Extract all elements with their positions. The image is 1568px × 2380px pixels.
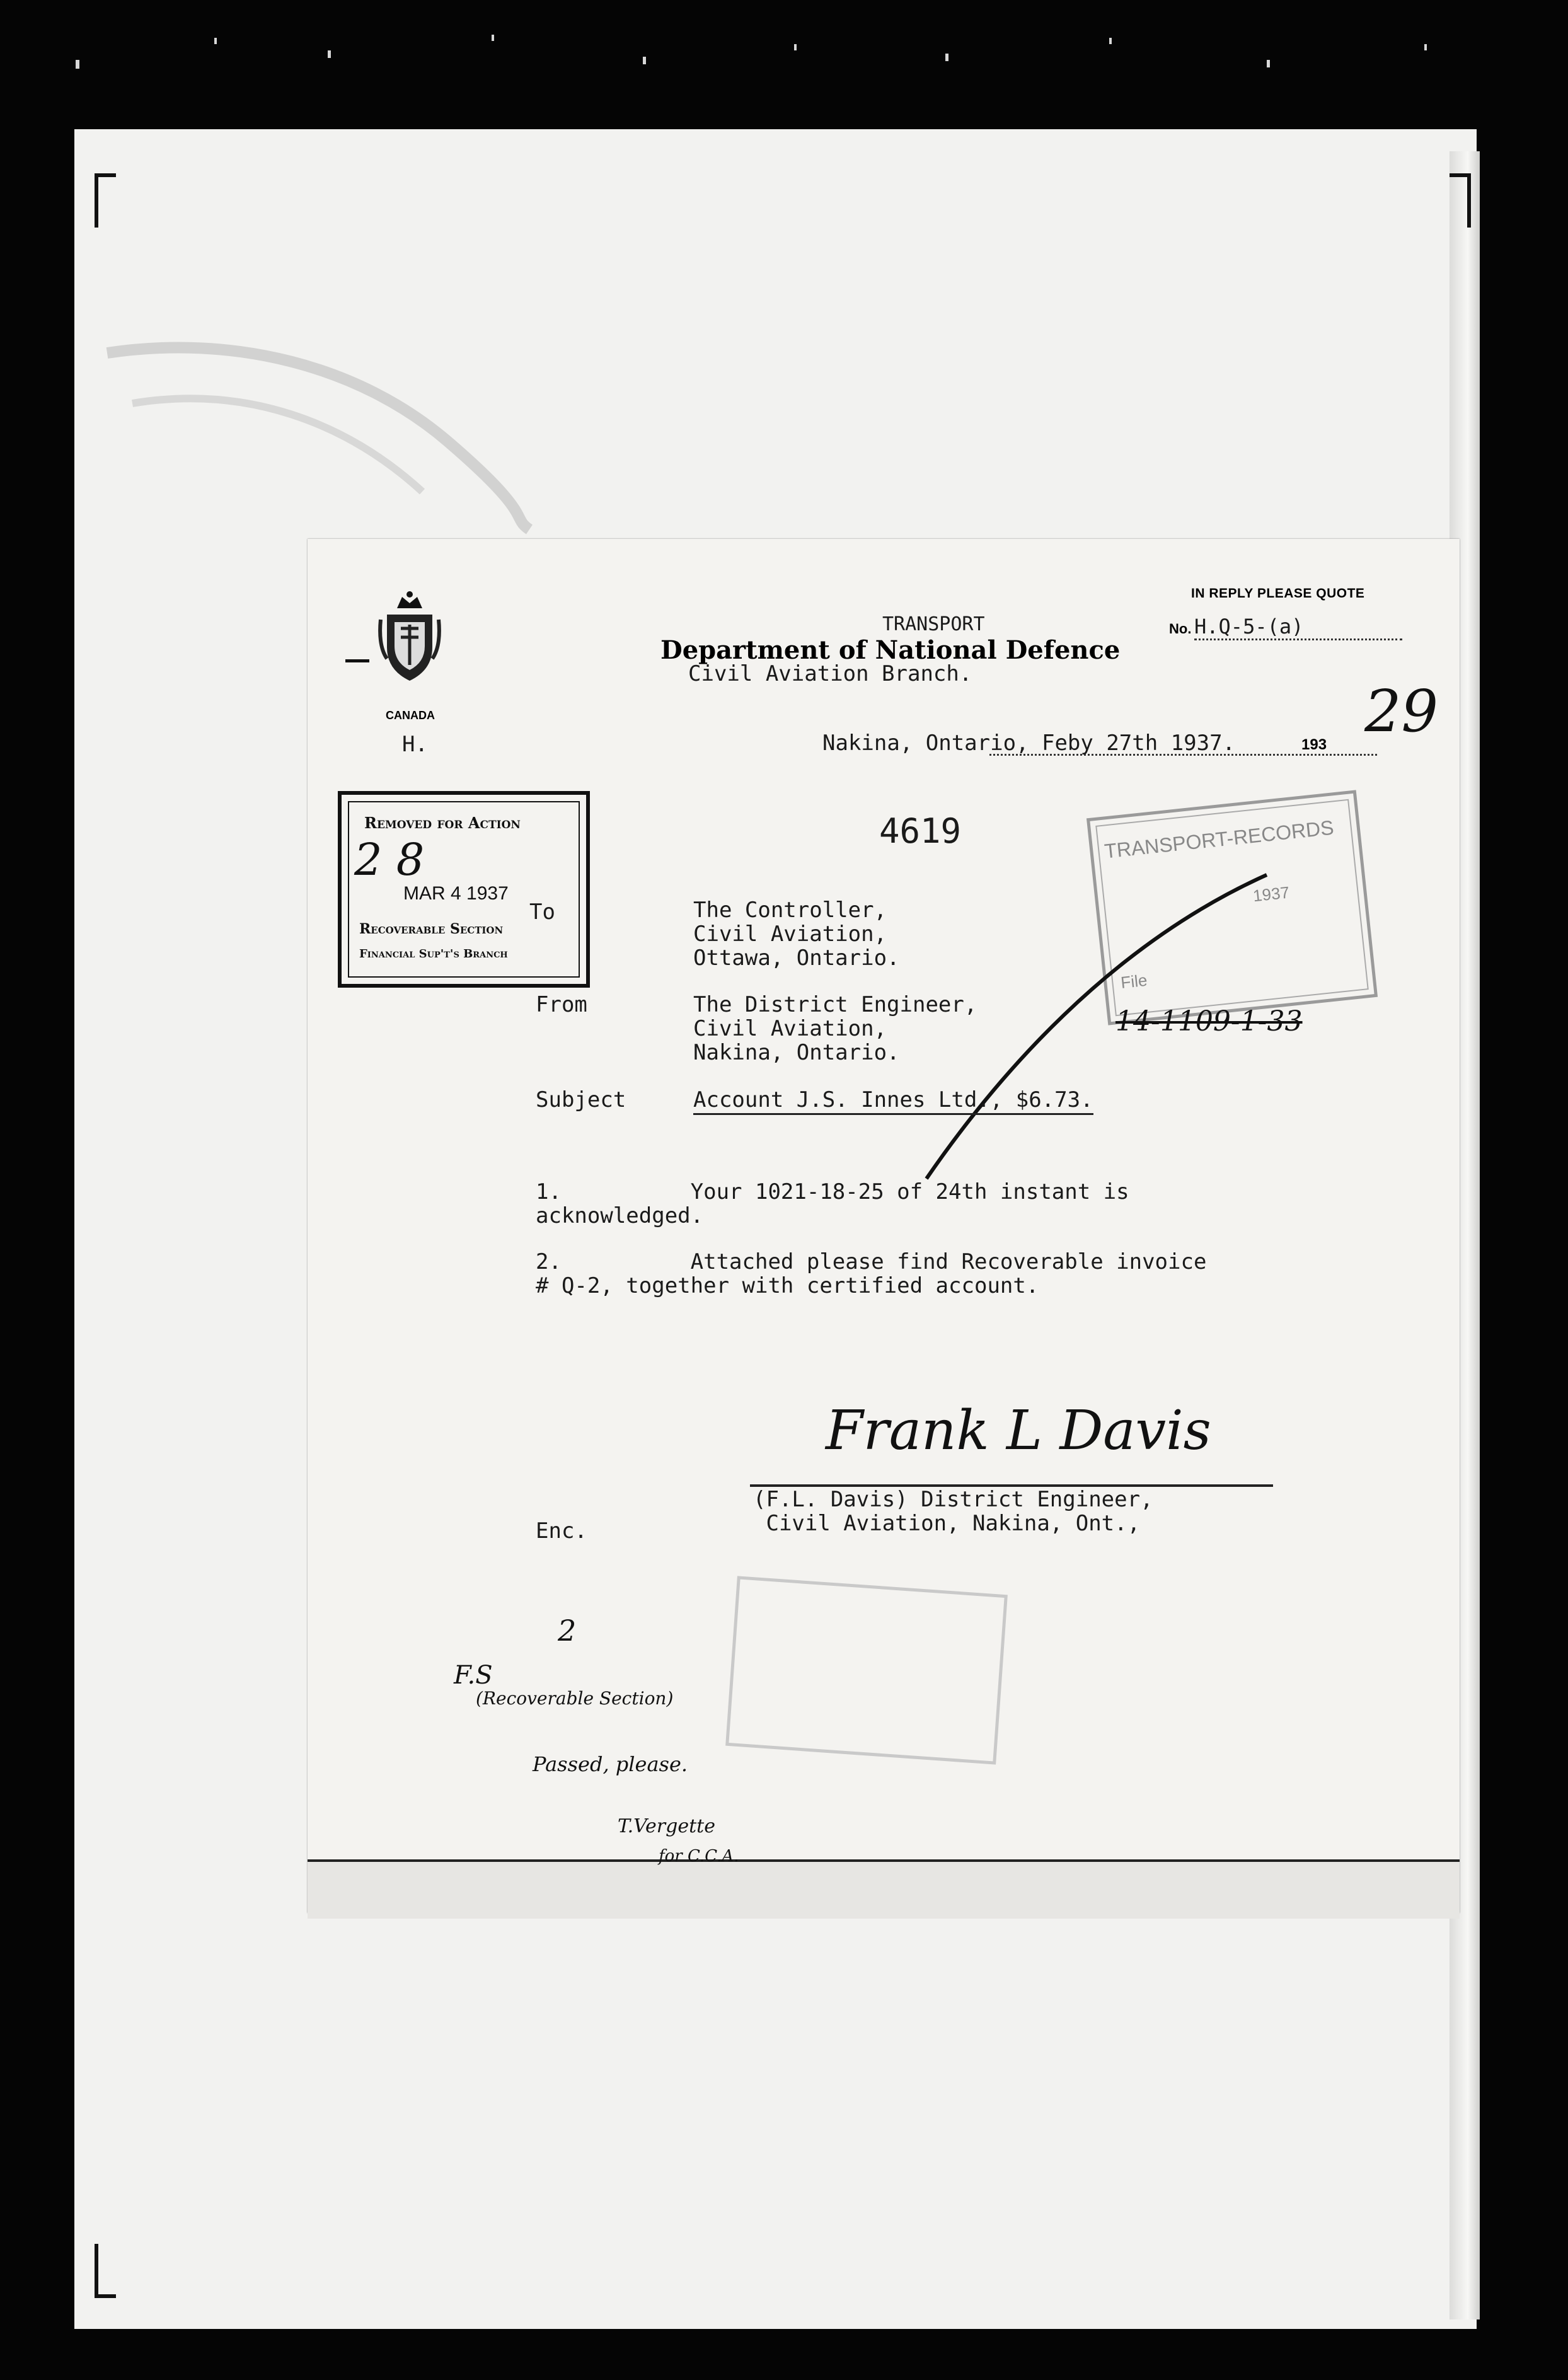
paragraph-1: 1. Your 1021-18-25 of 24th instant is acknowledged. (536, 1179, 1129, 1228)
stamp-date: MAR 4 1937 (403, 883, 509, 904)
signature-block: (F.L. Davis) District Engineer, Civil Aviation, Nakina, Ont., (753, 1487, 1153, 1536)
note-initials: T.Vergette (618, 1815, 715, 1837)
crop-mark-bottom-left (95, 2244, 116, 2298)
paper-clip-shadow (95, 328, 536, 536)
handwritten-signature: Frank L Davis (826, 1399, 1211, 1462)
reply-quote-label: IN REPLY PLEASE QUOTE (1191, 586, 1365, 601)
file-number: H.Q-5-(a) (1194, 615, 1402, 640)
note-section: (Recoverable Section) (476, 1688, 674, 1709)
enclosure-label: Enc. (536, 1518, 587, 1544)
branch-line: Civil Aviation Branch. (688, 661, 972, 686)
subject-label: Subject (536, 1087, 626, 1112)
printed-year-prefix: 193 (1301, 736, 1327, 753)
stamp-section: Recoverable Section (359, 921, 504, 937)
folio-number: 29 (1364, 678, 1439, 745)
faded-stamp-impression (725, 1576, 1008, 1764)
note-number: 2 (558, 1614, 577, 1648)
department-heading: Department of National Defence (660, 635, 1121, 665)
records-stamp-file-label: File (1119, 970, 1148, 993)
to-address: The Controller, Civil Aviation, Ottawa, Ontario. (693, 898, 900, 971)
struck-file-reference: 14-1109-1-33 (1115, 1005, 1303, 1037)
margin-dash (345, 658, 371, 664)
department-overtype: TRANSPORT (882, 613, 985, 635)
from-address: The District Engineer, Civil Aviation, Nakina, Ontario. (693, 992, 977, 1065)
note-for: for C.C.A. (659, 1847, 739, 1866)
letter-bottom-fold (308, 1859, 1460, 1919)
film-edge-marks (0, 0, 1568, 129)
note-fs: F.S (454, 1661, 493, 1690)
records-stamp-year: 1937 (1252, 882, 1291, 906)
paragraph-2: 2. Attached please find Recoverable invoice # Q-2, together with certified account. (536, 1249, 1207, 1298)
canada-crest-icon (378, 589, 441, 684)
stamp-handwritten-number: 2 8 (354, 834, 425, 886)
removed-for-action-stamp (338, 791, 590, 988)
document-number: 4619 (879, 811, 962, 851)
h-mark: H. (402, 732, 428, 757)
file-number-label: No. (1169, 621, 1192, 637)
from-label: From (536, 992, 587, 1017)
crop-mark-top-right (1450, 173, 1471, 228)
crest-label: CANADA (386, 709, 435, 722)
date-line: Nakina, Ontario, Feby 27th 1937. (822, 731, 1236, 756)
stamp-title: Removed for Action (364, 814, 521, 832)
note-passed: Passed, please. (533, 1752, 688, 1776)
to-label: To (529, 899, 555, 925)
records-stamp-title: TRANSPORT-RECORDS (1103, 816, 1335, 863)
stamp-branch: Financial Sup't's Branch (359, 947, 508, 961)
subject-text: Account J.S. Innes Ltd., $6.73. (693, 1088, 1093, 1115)
crop-mark-top-left (95, 173, 116, 228)
